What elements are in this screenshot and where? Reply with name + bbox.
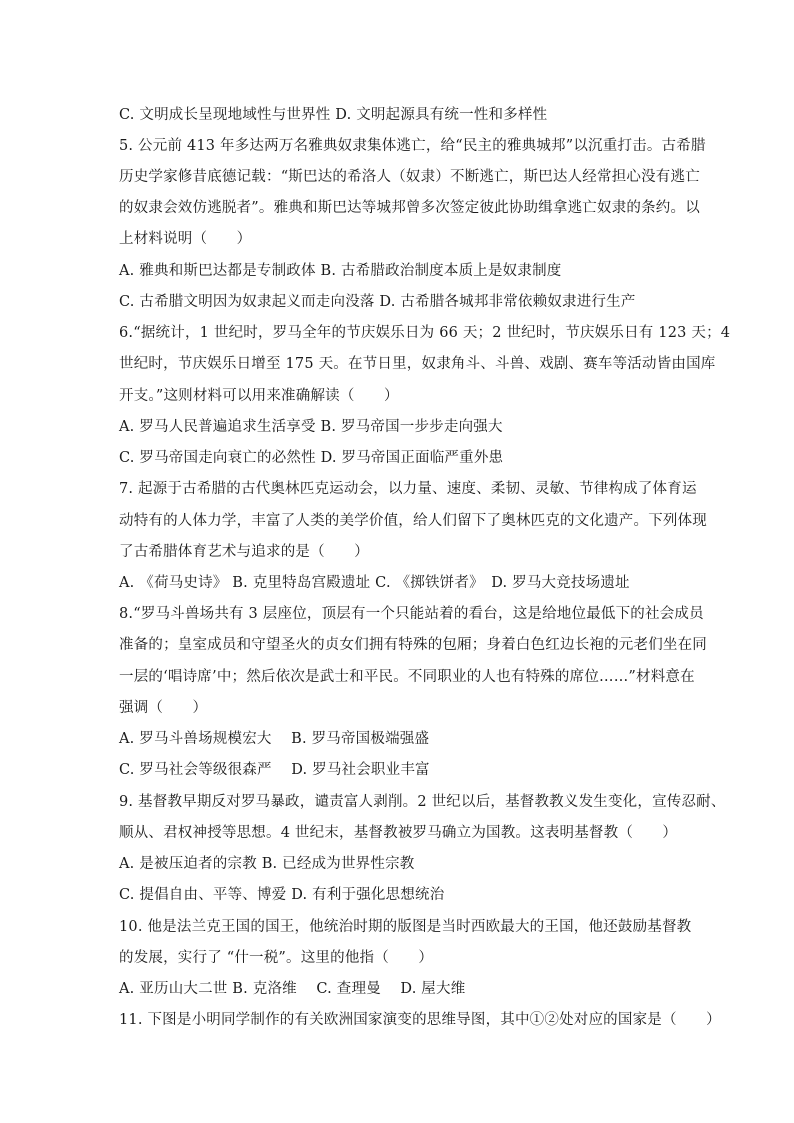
option-line: C. 古希腊文明因为奴隶起义而走向没落 D. 古希腊各城邦非常依赖奴隶进行生产 [119,294,636,310]
question-11-line: 11. 下图是小明同学制作的有关欧洲国家演变的思维导图，其中①②处对应的国家是（ ） [119,1012,721,1028]
text-line: 动特有的人体力学，丰富了人类的美学价值，给人们留下了奥林匹克的文化遗产。下列体现 [119,513,707,529]
option-line: A. 罗马人民普遍追求生活享受 B. 罗马帝国一步步走向强大 [119,419,503,435]
question-6-line: 6.“据统计，1 世纪时，罗马全年的节庆娱乐日为 66 天；2 世纪时，节庆娱乐日有 123 天；4 [119,325,731,341]
option-line: C. 提倡自由、平等、博爱 D. 有利于强化思想统治 [119,887,445,903]
option-line: C. 罗马帝国走向衰亡的必然性 D. 罗马帝国正面临严重外患 [119,450,504,466]
question-9-line: 9. 基督教早期反对罗马暴政，谴责富人剥削。2 世纪以后，基督教教义发生变化，宣传忍耐、 [119,794,726,810]
option-line: A. 《荷马史诗》 B. 克里特岛宫殿遗址 C. 《掷铁饼者》 D. 罗马大竞技场遗址 [119,575,630,591]
question-5-line: 5. 公元前 413 年多达两万名雅典奴隶集体逃亡，给“民主的雅典城邦”以沉重打击。古希腊 [119,138,706,154]
text-line: 一层的‘唱诗席’中；然后依次是武士和平民。不同职业的人也有特殊的席位……”材料意在 [119,669,695,685]
question-8-line: 8.“罗马斗兽场共有 3 层座位，顶层有一个只能站着的看台，这是给地位最低下的社会成员 [119,606,704,622]
text-line: 世纪时，节庆娱乐日增至 175 天。在节日里，奴隶角斗、斗兽、戏剧、赛车等活动皆由国库 [119,356,716,372]
text-line: C. 文明成长呈现地域性与世界性 D. 文明起源具有统一性和多样性 [119,107,548,123]
option-line: A. 雅典和斯巴达都是专制政体 B. 古希腊政治制度本质上是奴隶制度 [119,263,562,279]
option-line: A. 是被压迫者的宗教 B. 已经成为世界性宗教 [119,856,415,872]
option-line: A. 亚历山大二世 B. 克洛维 C. 查理曼 D. 屋大维 [119,981,466,997]
text-line: 上材料说明（ ） [119,231,252,247]
text-line: 准备的；皇室成员和守望圣火的贞女们拥有特殊的包厢；身着白色红边长袍的元老们坐在同 [119,637,707,653]
question-7-line: 7. 起源于古希腊的古代奥林匹克运动会，以力量、速度、柔韧、灵敏、节律构成了体育运 [119,481,697,497]
text-line: 了古希腊体育艺术与追求的是（ ） [119,544,369,560]
text-line: 历史学家修昔底德记载：“斯巴达的希洛人（奴隶）不断逃亡，斯巴达人经常担心没有逃亡 [119,169,700,185]
question-10-line: 10. 他是法兰克王国的国王，他统治时期的版图是当时西欧最大的王国，他还鼓励基督教 [119,919,692,935]
text-line: 的奴隶会效仿逃脱者”。雅典和斯巴达等城邦曾多次签定彼此协助缉拿逃亡奴隶的条约。以 [119,200,700,216]
text-line: 的发展，实行了 “什一税”。这里的他指（ ） [119,950,434,966]
text-line: 顺从、君权神授等思想。4 世纪末，基督教被罗马确立为国教。这表明基督教（ ） [119,825,678,841]
option-line: C. 罗马社会等级很森严 D. 罗马社会职业丰富 [119,762,430,778]
text-line: 强调（ ） [119,700,208,716]
text-line: 开支。”这则材料可以用来准确解读（ ） [119,388,399,404]
option-line: A. 罗马斗兽场规模宏大 B. 罗马帝国极端强盛 [119,731,430,747]
